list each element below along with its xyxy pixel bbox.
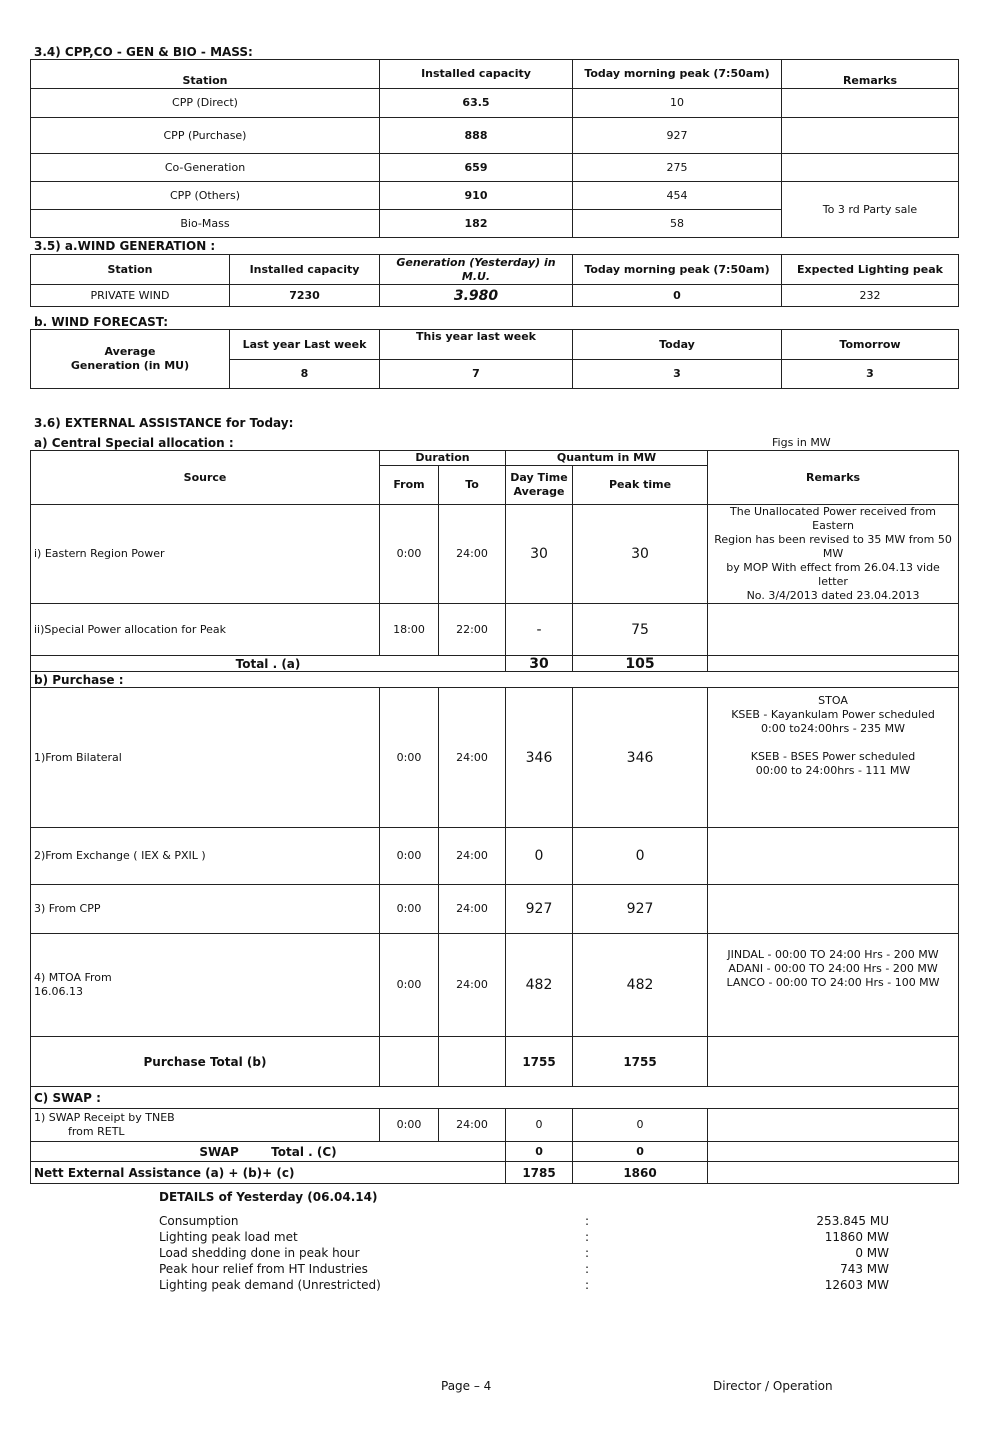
remarks-cell bbox=[708, 828, 959, 885]
figs-note: Figs in MW bbox=[772, 436, 831, 449]
table-row bbox=[31, 885, 959, 934]
day-cell: - bbox=[506, 604, 573, 656]
peak-cell: 482 bbox=[573, 934, 708, 1037]
table-row bbox=[31, 154, 959, 182]
signatory: Director / Operation bbox=[713, 1379, 833, 1393]
swap-total-row bbox=[31, 1142, 959, 1162]
to-cell: 24:00 bbox=[439, 1109, 506, 1142]
section-3-4-title: 3.4) CPP,CO - GEN & BIO - MASS: bbox=[34, 45, 253, 59]
day-cell: 0 bbox=[506, 828, 573, 885]
header-source: Source bbox=[31, 451, 380, 505]
header-peak: Today morning peak (7:50am) bbox=[573, 255, 782, 285]
remarks-cell bbox=[708, 1037, 959, 1087]
peak-cell: 0 bbox=[573, 828, 708, 885]
table-row bbox=[31, 688, 959, 828]
swap-total-label-2: Total . (C) bbox=[271, 1144, 337, 1159]
header-last-year: Last year Last week bbox=[230, 330, 380, 360]
nett-peak: 1860 bbox=[573, 1162, 708, 1184]
details-label: Consumption bbox=[159, 1214, 239, 1228]
to-cell: 24:00 bbox=[439, 828, 506, 885]
day-cell: 30 bbox=[506, 505, 573, 604]
peak-cell: 58 bbox=[573, 210, 782, 238]
header-station: Station bbox=[31, 255, 230, 285]
details-label: Peak hour relief from HT Industries bbox=[159, 1262, 368, 1276]
to-cell: 22:00 bbox=[439, 604, 506, 656]
peak-cell: 0 bbox=[573, 285, 782, 307]
total-a-row bbox=[31, 656, 959, 672]
source-cell: 2)From Exchange ( IEX & PXIL ) bbox=[31, 828, 380, 885]
details-separator: : bbox=[585, 1246, 590, 1260]
station-cell: CPP (Purchase) bbox=[31, 118, 380, 154]
station-cell: Bio-Mass bbox=[31, 210, 380, 238]
total-a-peak: 105 bbox=[573, 656, 708, 672]
to-cell: 24:00 bbox=[439, 885, 506, 934]
table-row bbox=[31, 182, 959, 210]
table-row bbox=[31, 934, 959, 1037]
header-quantum: Quantum in MW bbox=[506, 451, 708, 466]
peak-cell: 927 bbox=[573, 118, 782, 154]
header-installed: Installed capacity bbox=[380, 60, 573, 89]
remarks-cell bbox=[782, 89, 959, 118]
remark-line: ADANI - 00:00 TO 24:00 Hrs - 200 MW bbox=[728, 962, 938, 975]
page-number: Page – 4 bbox=[441, 1379, 492, 1393]
header-generation: Generation (Yesterday) in M.U. bbox=[380, 255, 573, 285]
to-cell: 24:00 bbox=[439, 688, 506, 828]
from-cell: 0:00 bbox=[380, 885, 439, 934]
details-separator: : bbox=[585, 1278, 590, 1292]
details-row bbox=[159, 1278, 919, 1294]
source-cell bbox=[31, 934, 380, 1037]
nett-label: Nett External Assistance (a) + (b)+ (c) bbox=[31, 1162, 506, 1184]
remark-line: KSEB - Kayankulam Power scheduled bbox=[731, 708, 935, 721]
source-cell: 3) From CPP bbox=[31, 885, 380, 934]
purchase-total-peak: 1755 bbox=[573, 1037, 708, 1087]
source-line: 16.06.13 bbox=[34, 985, 83, 998]
details-row bbox=[159, 1214, 919, 1230]
header-remarks: Remarks bbox=[782, 60, 959, 89]
details-separator: : bbox=[585, 1230, 590, 1244]
table-row bbox=[31, 285, 959, 307]
remarks-cell bbox=[708, 604, 959, 656]
wind-generation-table bbox=[30, 254, 959, 307]
remarks-cell bbox=[708, 1142, 959, 1162]
source-line: 1) SWAP Receipt by TNEB bbox=[34, 1111, 175, 1124]
remark-line: 0:00 to24:00hrs - 235 MW bbox=[761, 722, 906, 735]
details-row bbox=[159, 1246, 919, 1262]
nett-day: 1785 bbox=[506, 1162, 573, 1184]
header-remarks: Remarks bbox=[708, 451, 959, 505]
details-row bbox=[159, 1230, 919, 1246]
installed-cell: 182 bbox=[380, 210, 573, 238]
details-value: 11860 MW bbox=[824, 1230, 889, 1244]
installed-cell: 7230 bbox=[230, 285, 380, 307]
details-value: 0 MW bbox=[855, 1246, 889, 1260]
swap-total-label bbox=[31, 1142, 506, 1162]
source-line: from RETL bbox=[68, 1125, 125, 1138]
value-cell: 8 bbox=[230, 360, 380, 389]
purchase-total-label: Purchase Total (b) bbox=[31, 1037, 380, 1087]
wind-forecast-table bbox=[30, 329, 959, 389]
details-label: Lighting peak demand (Unrestricted) bbox=[159, 1278, 381, 1292]
table-row bbox=[31, 1109, 959, 1142]
source-cell: ii)Special Power allocation for Peak bbox=[31, 604, 380, 656]
header-line: Average bbox=[513, 485, 565, 498]
to-cell: 24:00 bbox=[439, 505, 506, 604]
swap-total-label-1: SWAP bbox=[199, 1144, 239, 1159]
header-from: From bbox=[380, 466, 439, 505]
day-cell: 0 bbox=[506, 1109, 573, 1142]
from-cell: 0:00 bbox=[380, 828, 439, 885]
remark-line: 00:00 to 24:00hrs - 111 MW bbox=[755, 764, 911, 777]
remarks-cell bbox=[782, 154, 959, 182]
section-3-5a-title: 3.5) a.WIND GENERATION : bbox=[34, 239, 216, 253]
table-row bbox=[31, 118, 959, 154]
peak-cell: 10 bbox=[573, 89, 782, 118]
total-a-day: 30 bbox=[506, 656, 573, 672]
peak-cell: 346 bbox=[573, 688, 708, 828]
table-row bbox=[31, 505, 959, 604]
details-label: Lighting peak load met bbox=[159, 1230, 298, 1244]
table-row bbox=[31, 604, 959, 656]
nett-row bbox=[31, 1162, 959, 1184]
remarks-cell bbox=[708, 1162, 959, 1184]
header-peak-time: Peak time bbox=[573, 466, 708, 505]
remark-line: by MOP With effect from 26.04.13 vide letter bbox=[726, 561, 940, 588]
header-day-average bbox=[506, 466, 573, 505]
cpp-table bbox=[30, 59, 959, 238]
header-today: Today bbox=[573, 330, 782, 360]
to-cell: 24:00 bbox=[439, 934, 506, 1037]
swap-total-peak: 0 bbox=[573, 1142, 708, 1162]
details-section bbox=[159, 1190, 919, 1294]
peak-cell: 75 bbox=[573, 604, 708, 656]
station-cell: CPP (Direct) bbox=[31, 89, 380, 118]
header-this-year: This year last week bbox=[380, 330, 573, 360]
details-value: 12603 MW bbox=[824, 1278, 889, 1292]
average-generation-label bbox=[31, 330, 230, 389]
installed-cell: 63.5 bbox=[380, 89, 573, 118]
installed-cell: 910 bbox=[380, 182, 573, 210]
remark-line: No. 3/4/2013 dated 23.04.2013 bbox=[746, 589, 920, 602]
from-cell: 0:00 bbox=[380, 688, 439, 828]
details-label: Load shedding done in peak hour bbox=[159, 1246, 360, 1260]
from-cell: 0:00 bbox=[380, 1109, 439, 1142]
remarks-cell: To 3 rd Party sale bbox=[782, 182, 959, 238]
station-cell: CPP (Others) bbox=[31, 182, 380, 210]
from-cell: 0:00 bbox=[380, 934, 439, 1037]
source-cell: i) Eastern Region Power bbox=[31, 505, 380, 604]
peak-cell: 30 bbox=[573, 505, 708, 604]
empty-cell bbox=[380, 1037, 439, 1087]
swap-total-day: 0 bbox=[506, 1142, 573, 1162]
remarks-cell bbox=[708, 885, 959, 934]
installed-cell: 659 bbox=[380, 154, 573, 182]
header-installed: Installed capacity bbox=[230, 255, 380, 285]
label-line: Average bbox=[104, 345, 156, 358]
header-line: Day Time bbox=[510, 471, 568, 484]
remarks-cell bbox=[708, 934, 959, 1037]
station-cell: Co-Generation bbox=[31, 154, 380, 182]
section-3-5b-title: b. WIND FORECAST: bbox=[34, 315, 169, 329]
expected-cell: 232 bbox=[782, 285, 959, 307]
details-separator: : bbox=[585, 1262, 590, 1276]
day-cell: 346 bbox=[506, 688, 573, 828]
day-cell: 927 bbox=[506, 885, 573, 934]
label-line: Generation (in MU) bbox=[70, 359, 190, 372]
peak-cell: 927 bbox=[573, 885, 708, 934]
value-cell: 3 bbox=[573, 360, 782, 389]
central-allocation-title: a) Central Special allocation : bbox=[34, 436, 234, 450]
remark-line: LANCO - 00:00 TO 24:00 Hrs - 100 MW bbox=[726, 976, 940, 989]
source-line: 4) MTOA From bbox=[34, 971, 112, 984]
details-separator: : bbox=[585, 1214, 590, 1228]
installed-cell: 888 bbox=[380, 118, 573, 154]
purchase-title: b) Purchase : bbox=[31, 672, 959, 688]
details-title: DETAILS of Yesterday (06.04.14) bbox=[159, 1190, 378, 1204]
table-row bbox=[31, 828, 959, 885]
header-tomorrow: Tomorrow bbox=[782, 330, 959, 360]
remarks-cell bbox=[708, 688, 959, 828]
peak-cell: 0 bbox=[573, 1109, 708, 1142]
station-cell: PRIVATE WIND bbox=[31, 285, 230, 307]
purchase-total-row bbox=[31, 1037, 959, 1087]
total-a-label: Total . (a) bbox=[31, 656, 506, 672]
section-3-6-title: 3.6) EXTERNAL ASSISTANCE for Today: bbox=[34, 416, 294, 430]
from-cell: 18:00 bbox=[380, 604, 439, 656]
remark-line: The Unallocated Power received from Eastern bbox=[730, 505, 936, 532]
source-cell: 1)From Bilateral bbox=[31, 688, 380, 828]
table-row bbox=[31, 89, 959, 118]
peak-cell: 454 bbox=[573, 182, 782, 210]
remarks-cell bbox=[708, 1109, 959, 1142]
from-cell: 0:00 bbox=[380, 505, 439, 604]
header-to: To bbox=[439, 466, 506, 505]
purchase-total-day: 1755 bbox=[506, 1037, 573, 1087]
day-cell: 482 bbox=[506, 934, 573, 1037]
generation-cell: 3.980 bbox=[380, 285, 573, 307]
header-expected: Expected Lighting peak bbox=[782, 255, 959, 285]
details-value: 253.845 MU bbox=[816, 1214, 889, 1228]
value-cell: 3 bbox=[782, 360, 959, 389]
remark-line: KSEB - BSES Power scheduled bbox=[750, 750, 916, 763]
details-row bbox=[159, 1262, 919, 1278]
external-assistance-table bbox=[30, 450, 959, 1184]
remarks-cell bbox=[708, 656, 959, 672]
peak-cell: 275 bbox=[573, 154, 782, 182]
remark-line: JINDAL - 00:00 TO 24:00 Hrs - 200 MW bbox=[727, 948, 939, 961]
details-value: 743 MW bbox=[840, 1262, 889, 1276]
remarks-cell bbox=[708, 505, 959, 604]
header-duration: Duration bbox=[380, 451, 506, 466]
remark-line: Region has been revised to 35 MW from 50 MW bbox=[714, 533, 952, 560]
remark-line: STOA bbox=[818, 694, 848, 707]
remarks-cell bbox=[782, 118, 959, 154]
header-station: Station bbox=[31, 60, 380, 89]
header-peak: Today morning peak (7:50am) bbox=[573, 60, 782, 89]
value-cell: 7 bbox=[380, 360, 573, 389]
swap-title: C) SWAP : bbox=[31, 1087, 959, 1109]
source-cell bbox=[31, 1109, 380, 1142]
empty-cell bbox=[439, 1037, 506, 1087]
